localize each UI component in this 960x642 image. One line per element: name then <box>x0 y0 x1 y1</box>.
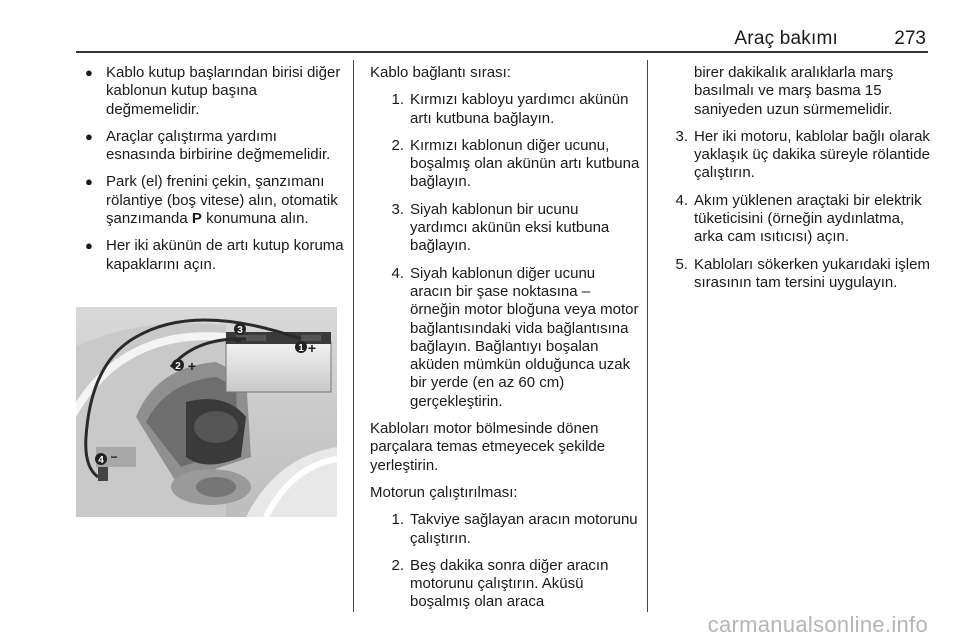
cable-routing-note: Kabloları motor bölmesinde dönen parçalara temas etmeyecek şekilde yerleştirin. <box>370 420 606 474</box>
list-item: ● Araçlar çalıştırma yardımı esnasında birbirine değmemelidir. <box>85 127 331 164</box>
step-continuation: birer dakikalık aralıklarla marş basılmalı ve marş basma 15 saniyeden uzun sürmemelidir. <box>694 64 894 118</box>
list-item: ● Her iki akünün de artı kutup koruma kapaklarını açın. <box>85 237 344 273</box>
column-3 <box>664 64 934 301</box>
column-divider <box>353 60 354 612</box>
list-item: ● Kablo kutup başlarından birisi diğer kablonun kutup başına değmemelidir. <box>85 64 341 118</box>
plus-sign-1: + <box>307 340 317 356</box>
watermark: carmanualsonline.info <box>707 612 928 637</box>
list-item: 1. Takviye sağlayan aracın motorunu çalıştırın. <box>391 511 638 547</box>
section-title: Araç bakımı <box>734 28 838 49</box>
bullet-icon: ● <box>85 128 93 144</box>
connection-heading: Kablo bağlantı sırası: <box>370 64 511 81</box>
page-number: 273 <box>894 28 926 49</box>
engine-bay-illustration <box>76 307 337 517</box>
start-heading: Motorun çalıştırılması: <box>370 483 518 501</box>
list-item: 2. Kırmızı kablonun diğer ucunu, boşalmış olan akünün artı kutbuna bağlayın. <box>391 136 640 191</box>
list-item: 4. Akım yüklenen araçtaki bir elektrik tüketicisini (örneğin aydınlatma, arka cam ısıtıcısı) açın. <box>675 191 922 246</box>
plus-sign-2: + <box>187 358 197 374</box>
column-divider <box>647 60 648 612</box>
callout-1: 1 <box>298 343 304 354</box>
bullet-icon: ● <box>85 174 93 190</box>
list-item: ● Park (el) frenini çekin, şanzımanı rölantiye (boş vitese) alın, otomatik şanzımanda P konumuna alın. <box>85 173 338 228</box>
header-rule <box>76 51 928 53</box>
bullet-icon: ● <box>85 238 93 254</box>
list-item: 1. Kırmızı kabloyu yardımcı akünün artı kutbuna bağlayın. <box>391 91 629 127</box>
list-item: 4. Siyah kablonun diğer ucunu aracın bir şase noktasına – örneğin motor bloğuna veya motor bağlantısındaki vida bağlantısına bağlayın. Bağlantıyı boşalan aküden mümkün olduğunca uzak bir yerde (en az 60 cm) gerçekleştirin. <box>391 264 639 410</box>
list-item: 5. Kabloları sökerken yukarıdaki işlem sırasının tam tersini uygulayın. <box>675 255 930 291</box>
callout-3: 3 <box>237 325 243 336</box>
column-1 <box>76 64 348 283</box>
callout-2: 2 <box>175 361 181 372</box>
page-header <box>76 24 928 52</box>
minus-sign-4: − <box>110 450 118 464</box>
bullet-icon: ● <box>85 65 93 80</box>
list-item: 2. Beş dakika sonra diğer aracın motorunu çalıştırın. Aküsü boşalmış olan araca <box>391 556 609 611</box>
column-2 <box>370 64 640 621</box>
list-item: 3. Siyah kablonun bir ucunu yardımcı akünün eksi kutbuna bağlayın. <box>391 200 610 255</box>
callout-4: 4 <box>98 455 104 466</box>
list-item: 3. Her iki motoru, kablolar bağlı olarak yaklaşık üç dakika süreyle rölantide çalıştırın. <box>675 127 930 182</box>
gear-letter: P <box>191 210 202 228</box>
minus-sign-3: − <box>234 334 242 348</box>
